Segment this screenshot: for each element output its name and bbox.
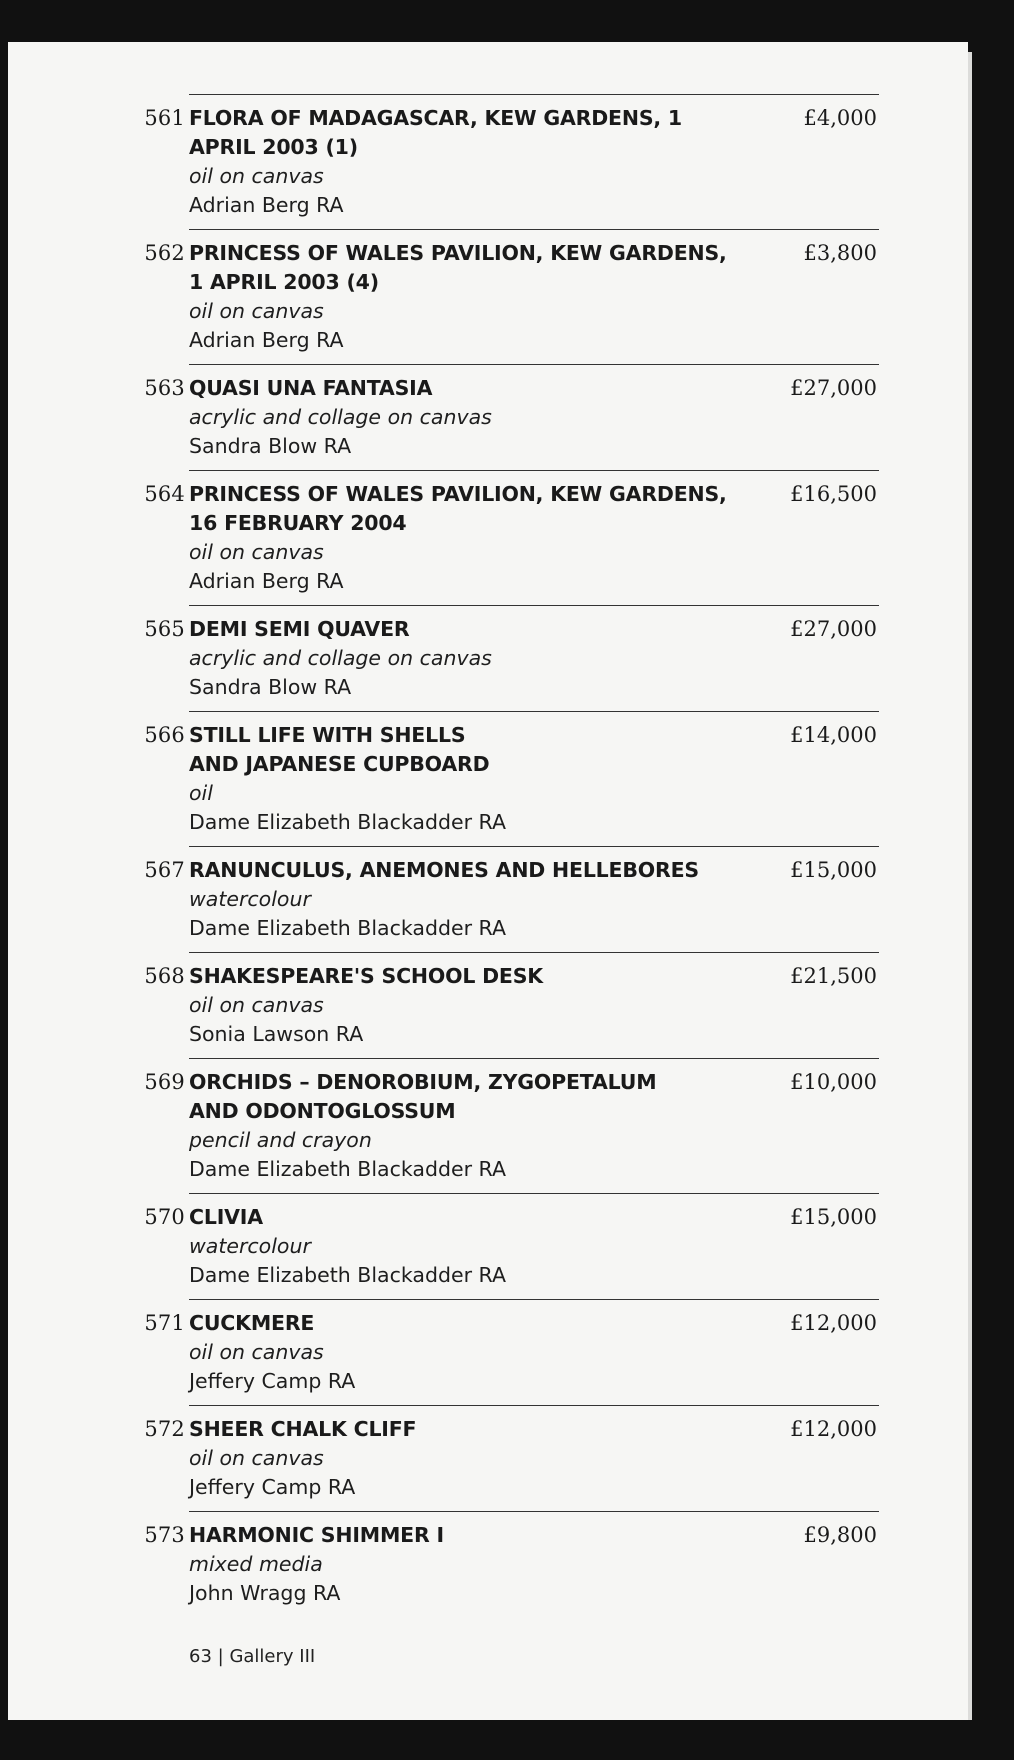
entry-title: SHEER CHALK CLIFF <box>189 1417 417 1441</box>
entry-price: £14,000 <box>790 723 877 747</box>
entry-price: £21,500 <box>790 964 877 988</box>
entry-medium: acrylic and collage on canvas <box>189 405 492 429</box>
catalogue-entry <box>144 711 879 846</box>
entry-title: CLIVIA <box>189 1205 263 1229</box>
entry-artist: Adrian Berg RA <box>189 193 344 217</box>
entry-artist: Adrian Berg RA <box>189 328 344 352</box>
entry-number: 561 <box>144 106 185 130</box>
entry-artist: Dame Elizabeth Blackadder RA <box>189 810 506 834</box>
entry-price: £27,000 <box>790 617 877 641</box>
catalogue-page <box>8 42 968 1720</box>
entry-artist: Dame Elizabeth Blackadder RA <box>189 916 506 940</box>
catalogue-list <box>8 94 968 1617</box>
entry-artist: Jeffery Camp RA <box>189 1475 356 1499</box>
entry-title: FLORA OF MADAGASCAR, KEW GARDENS, 1 APRIL 2003 (1) <box>189 106 682 159</box>
entry-number: 573 <box>144 1523 185 1547</box>
entry-price: £27,000 <box>790 376 877 400</box>
entry-medium: oil on canvas <box>189 1446 324 1470</box>
entry-price: £15,000 <box>790 1205 877 1229</box>
entry-title: STILL LIFE WITH SHELLS AND JAPANESE CUPBOARD <box>189 723 490 776</box>
catalogue-entry <box>144 952 879 1058</box>
entry-price: £12,000 <box>790 1417 877 1441</box>
entry-title: PRINCESS OF WALES PAVILION, KEW GARDENS, 1 APRIL 2003 (4) <box>189 241 727 294</box>
entry-title: HARMONIC SHIMMER I <box>189 1523 444 1547</box>
entry-title: RANUNCULUS, ANEMONES AND HELLEBORES <box>189 858 699 882</box>
entry-title: QUASI UNA FANTASIA <box>189 376 433 400</box>
entry-artist: Dame Elizabeth Blackadder RA <box>189 1263 506 1287</box>
catalogue-entry <box>144 94 879 229</box>
entry-price: £12,000 <box>790 1311 877 1335</box>
entry-medium: mixed media <box>189 1552 323 1576</box>
entry-title: PRINCESS OF WALES PAVILION, KEW GARDENS, 16 FEBRUARY 2004 <box>189 482 727 535</box>
entry-medium: acrylic and collage on canvas <box>189 646 492 670</box>
entry-medium: oil <box>189 781 213 805</box>
entry-number: 566 <box>144 723 185 747</box>
entry-artist: Sandra Blow RA <box>189 434 352 458</box>
catalogue-entry <box>144 470 879 605</box>
entry-number: 564 <box>144 482 185 506</box>
page-number: 63 <box>189 1646 212 1667</box>
entry-title: SHAKESPEARE'S SCHOOL DESK <box>189 964 543 988</box>
entry-medium: oil on canvas <box>189 1340 324 1364</box>
entry-title: CUCKMERE <box>189 1311 315 1335</box>
entry-number: 562 <box>144 241 185 265</box>
entry-price: £4,000 <box>803 106 877 130</box>
page-edge <box>968 52 972 1720</box>
entry-number: 571 <box>144 1311 185 1335</box>
catalogue-entry <box>144 1299 879 1405</box>
entry-price: £10,000 <box>790 1070 877 1094</box>
entry-number: 569 <box>144 1070 185 1094</box>
catalogue-entry <box>144 229 879 364</box>
entry-price: £3,800 <box>803 241 877 265</box>
entry-artist: Dame Elizabeth Blackadder RA <box>189 1157 506 1181</box>
entry-number: 568 <box>144 964 185 988</box>
page-footer <box>189 1646 315 1667</box>
entry-number: 565 <box>144 617 185 641</box>
entry-price: £9,800 <box>803 1523 877 1547</box>
entry-number: 567 <box>144 858 185 882</box>
entry-artist: Sandra Blow RA <box>189 675 352 699</box>
catalogue-entry <box>144 846 879 952</box>
entry-number: 563 <box>144 376 185 400</box>
entry-title: DEMI SEMI QUAVER <box>189 617 410 641</box>
entry-artist: John Wragg RA <box>189 1581 341 1605</box>
catalogue-entry <box>144 364 879 470</box>
entry-medium: oil on canvas <box>189 299 324 323</box>
entry-medium: watercolour <box>189 1234 311 1258</box>
entry-price: £15,000 <box>790 858 877 882</box>
entry-medium: pencil and crayon <box>189 1128 372 1152</box>
entry-price: £16,500 <box>790 482 877 506</box>
entry-number: 572 <box>144 1417 185 1441</box>
entry-artist: Jeffery Camp RA <box>189 1369 356 1393</box>
section-name: Gallery III <box>229 1646 316 1667</box>
entry-number: 570 <box>144 1205 185 1229</box>
catalogue-entry <box>144 1193 879 1299</box>
catalogue-entry <box>144 1405 879 1511</box>
footer-separator: | <box>217 1646 224 1667</box>
catalogue-entry <box>144 1511 879 1617</box>
entry-artist: Sonia Lawson RA <box>189 1022 364 1046</box>
entry-medium: oil on canvas <box>189 993 324 1017</box>
entry-artist: Adrian Berg RA <box>189 569 344 593</box>
entry-title: ORCHIDS – DENOROBIUM, ZYGOPETALUM AND ODONTOGLOSSUM <box>189 1070 657 1123</box>
catalogue-entry <box>144 1058 879 1193</box>
entry-medium: oil on canvas <box>189 540 324 564</box>
entry-medium: oil on canvas <box>189 164 324 188</box>
catalogue-entry <box>144 605 879 711</box>
entry-medium: watercolour <box>189 887 311 911</box>
